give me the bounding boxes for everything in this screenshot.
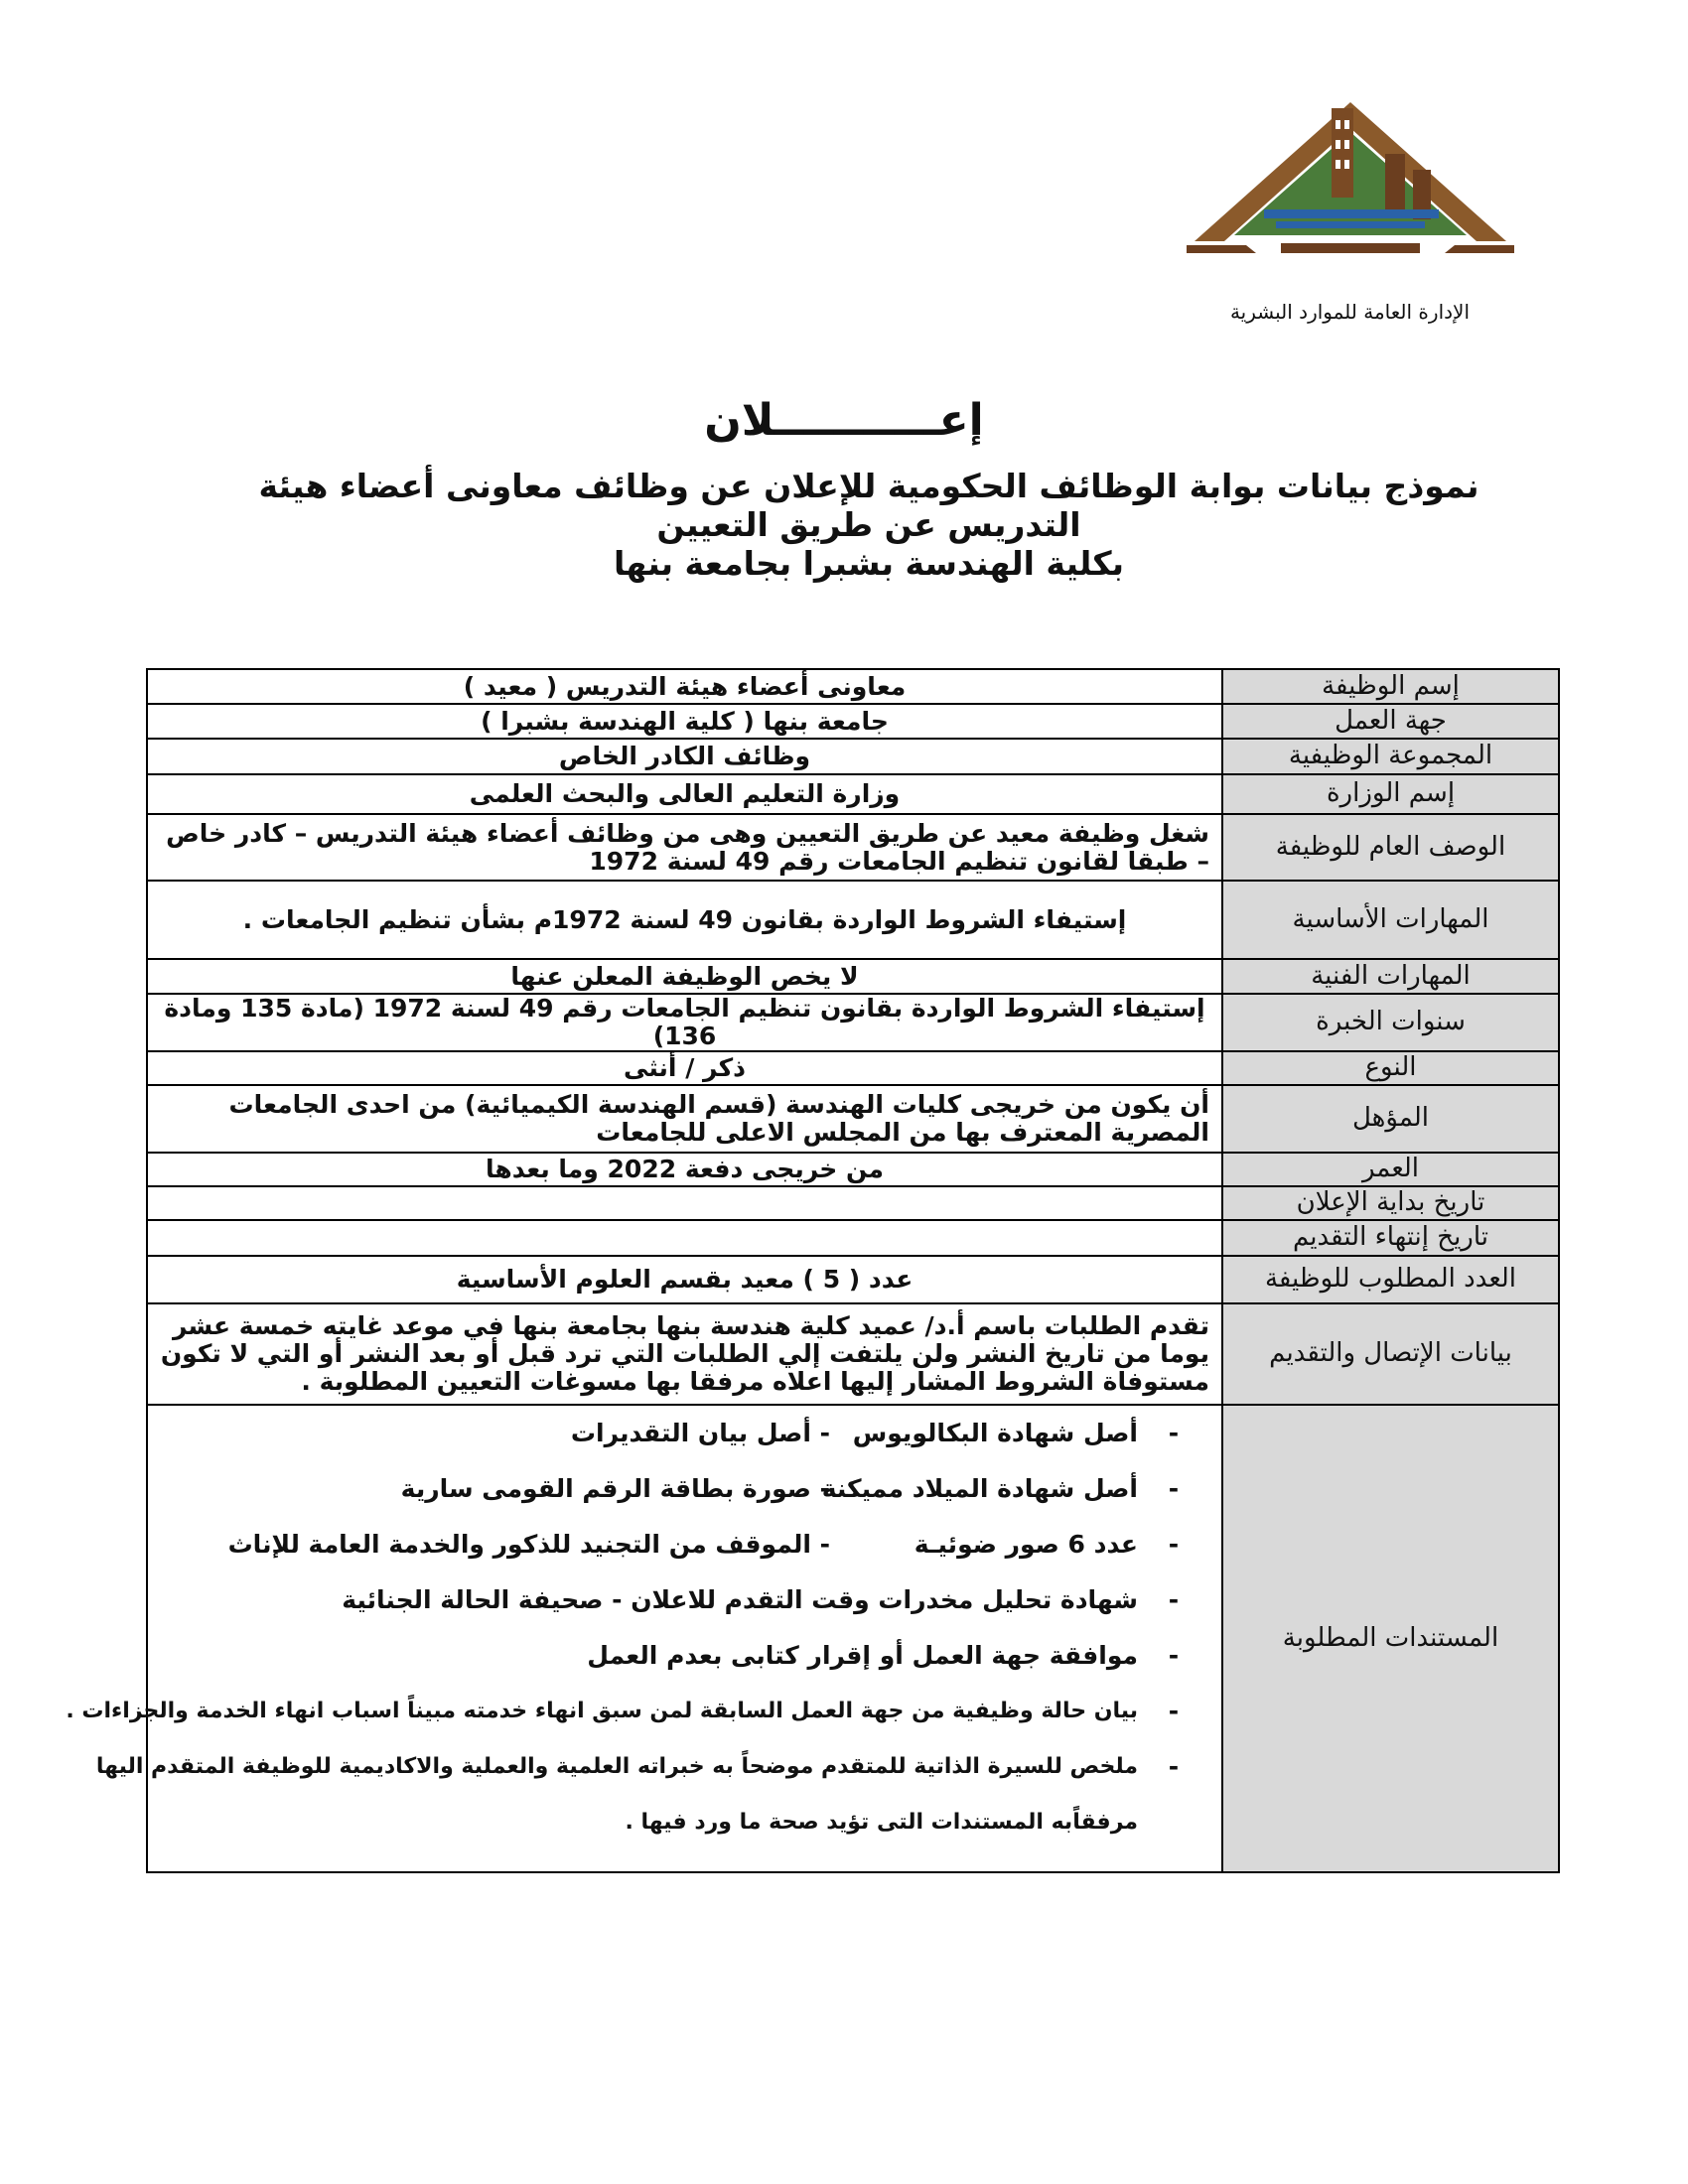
field-value: وزارة التعليم العالى والبحث العلمى: [147, 774, 1222, 814]
list-item: [66, 1684, 1209, 1739]
field-label: الوصف العام للوظيفة: [1222, 814, 1559, 881]
announcement-title: إعـــــــــــلان: [704, 395, 984, 446]
field-label: تاريخ بداية الإعلان: [1222, 1186, 1559, 1220]
list-item: [95, 1739, 1209, 1795]
field-label: المهارات الأساسية: [1222, 881, 1559, 959]
list-item: [160, 1461, 1209, 1517]
list-item: [160, 1795, 1209, 1850]
document-item: أصل شهادة الميلاد مميكنة: [821, 1474, 1138, 1503]
list-bullet: -: [1168, 1585, 1180, 1614]
department-name: الإدارة العامة للموارد البشرية: [1229, 300, 1470, 324]
field-value: شغل وظيفة معيد عن طريق التعيين وهى من وظائف أعضاء هيئة التدريس – كادر خاص – طبقا لقانون تنظيم الجامعات رقم 49 لسنة 1972: [147, 814, 1222, 881]
field-label: تاريخ إنتهاء التقديم: [1222, 1220, 1559, 1256]
field-label: جهة العمل: [1222, 704, 1559, 739]
field-label: المهارات الفنية: [1222, 959, 1559, 994]
table-row: [147, 881, 1559, 959]
table-row: [147, 704, 1559, 739]
field-value: من خريجى دفعة 2022 وما بعدها: [147, 1153, 1222, 1186]
field-value: جامعة بنها ( كلية الهندسة بشبرا ): [147, 704, 1222, 739]
list-bullet: -: [1168, 1697, 1180, 1725]
document-item: - أصل بيان التقديرات: [570, 1419, 830, 1447]
document-item: ملخص للسيرة الذاتية للمتقدم موضحاً به خبراته العلمية والعملية والاكاديمية للوظيفة المتقدم اليها: [95, 1753, 1138, 1779]
table-row: [147, 1186, 1559, 1220]
document-item: أصل شهادة البكالويوس: [852, 1419, 1138, 1447]
university-logo: [1187, 94, 1514, 258]
table-row: [147, 1085, 1559, 1153]
document-item: موافقة جهة العمل أو إقرار كتابى بعدم العمل: [587, 1641, 1138, 1670]
table-row: [147, 669, 1559, 704]
table-row: [147, 739, 1559, 774]
list-bullet: -: [1168, 1419, 1180, 1447]
document-item: - الموقف من التجنيد للذكور والخدمة العامة للإناث: [227, 1530, 830, 1559]
list-bullet: -: [1168, 1752, 1180, 1781]
documents-row: [147, 1405, 1559, 1872]
field-label: النوع: [1222, 1051, 1559, 1085]
field-value: إستيفاء الشروط الواردة بقانون 49 لسنة 1972م بشأن تنظيم الجامعات .: [147, 881, 1222, 959]
field-label: إسم الوظيفة: [1222, 669, 1559, 704]
field-label: إسم الوزارة: [1222, 774, 1559, 814]
documents-list: [66, 1405, 1222, 1872]
table-row: [147, 959, 1559, 994]
field-label: المستندات المطلوبة: [1222, 1405, 1559, 1872]
field-value: [147, 1186, 1222, 1220]
field-label: سنوات الخبرة: [1222, 994, 1559, 1051]
list-bullet: -: [1168, 1530, 1180, 1559]
field-label: المؤهل: [1222, 1085, 1559, 1153]
field-label: بيانات الإتصال والتقديم: [1222, 1303, 1559, 1405]
field-value: لا يخص الوظيفة المعلن عنها: [147, 959, 1222, 994]
field-label: العدد المطلوب للوظيفة: [1222, 1256, 1559, 1303]
table-row: [147, 1303, 1559, 1405]
field-value: أن يكون من خريجى كليات الهندسة (قسم الهندسة الكيميائية) من احدى الجامعات المصرية المعترف بها من المجلس الاعلى للجامعات: [147, 1085, 1222, 1153]
field-value: معاونى أعضاء هيئة التدريس ( معيد ): [147, 669, 1222, 704]
table-row: [147, 1256, 1559, 1303]
field-value: تقدم الطلبات باسم أ.د/ عميد كلية هندسة بنها بجامعة بنها في موعد غايته خمسة عشر يوما من تاريخ النشر ولن يلتفت إلي الطلبات التي ترد قبل أو بعد النشر أو التي لا تكون مستوفاة الشروط المشار إليها اعلاه مرفقا بها مسوغات التعيين المطلوبة .: [147, 1303, 1222, 1405]
document-item: بيان حالة وظيفية من جهة العمل السابقة لمن سبق انهاء خدمته مبيناً اسباب انهاء الخدمة والجزاءات .: [66, 1698, 1138, 1723]
document-item: عدد 6 صور ضوئيـة: [914, 1530, 1138, 1559]
field-value: عدد ( 5 ) معيد بقسم العلوم الأساسية: [147, 1256, 1222, 1303]
job-details-table: [66, 668, 1560, 1873]
list-bullet: -: [1168, 1641, 1180, 1670]
table-row: [147, 814, 1559, 881]
document-item: شهادة تحليل مخدرات وقت التقدم للاعلان - صحيفة الحالة الجنائية: [342, 1585, 1138, 1614]
field-label: المجموعة الوظيفية: [1222, 739, 1559, 774]
table-row: [147, 994, 1559, 1051]
field-value: [147, 1220, 1222, 1256]
list-bullet: -: [1168, 1474, 1180, 1503]
list-item: [160, 1406, 1209, 1461]
table-row: [147, 1220, 1559, 1256]
list-item: [160, 1517, 1209, 1572]
table-row: [147, 774, 1559, 814]
table-row: [147, 1051, 1559, 1085]
document-item: - صورة بطاقة الرقم القومى سارية: [400, 1474, 830, 1503]
list-item: [160, 1628, 1209, 1684]
field-value: وظائف الكادر الخاص: [147, 739, 1222, 774]
list-item: [160, 1572, 1209, 1628]
field-value: إستيفاء الشروط الواردة بقانون تنظيم الجامعات رقم 49 لسنة 1972 (مادة 135 ومادة 136): [147, 994, 1222, 1051]
table-row: [147, 1153, 1559, 1186]
subtitle-line-1: نموذج بيانات بوابة الوظائف الحكومية للإعلان عن وظائف معاونى أعضاء هيئة التدريس عن طريق التعيين: [258, 467, 1479, 544]
subtitle-line-2: بكلية الهندسة بشبرا بجامعة بنها: [614, 544, 1124, 583]
field-label: العمر: [1222, 1153, 1559, 1186]
document-item: مرفقاًبه المستندات التى تؤيد صحة ما ورد فيها .: [625, 1809, 1138, 1835]
field-value: ذكر / أنثى: [147, 1051, 1222, 1085]
